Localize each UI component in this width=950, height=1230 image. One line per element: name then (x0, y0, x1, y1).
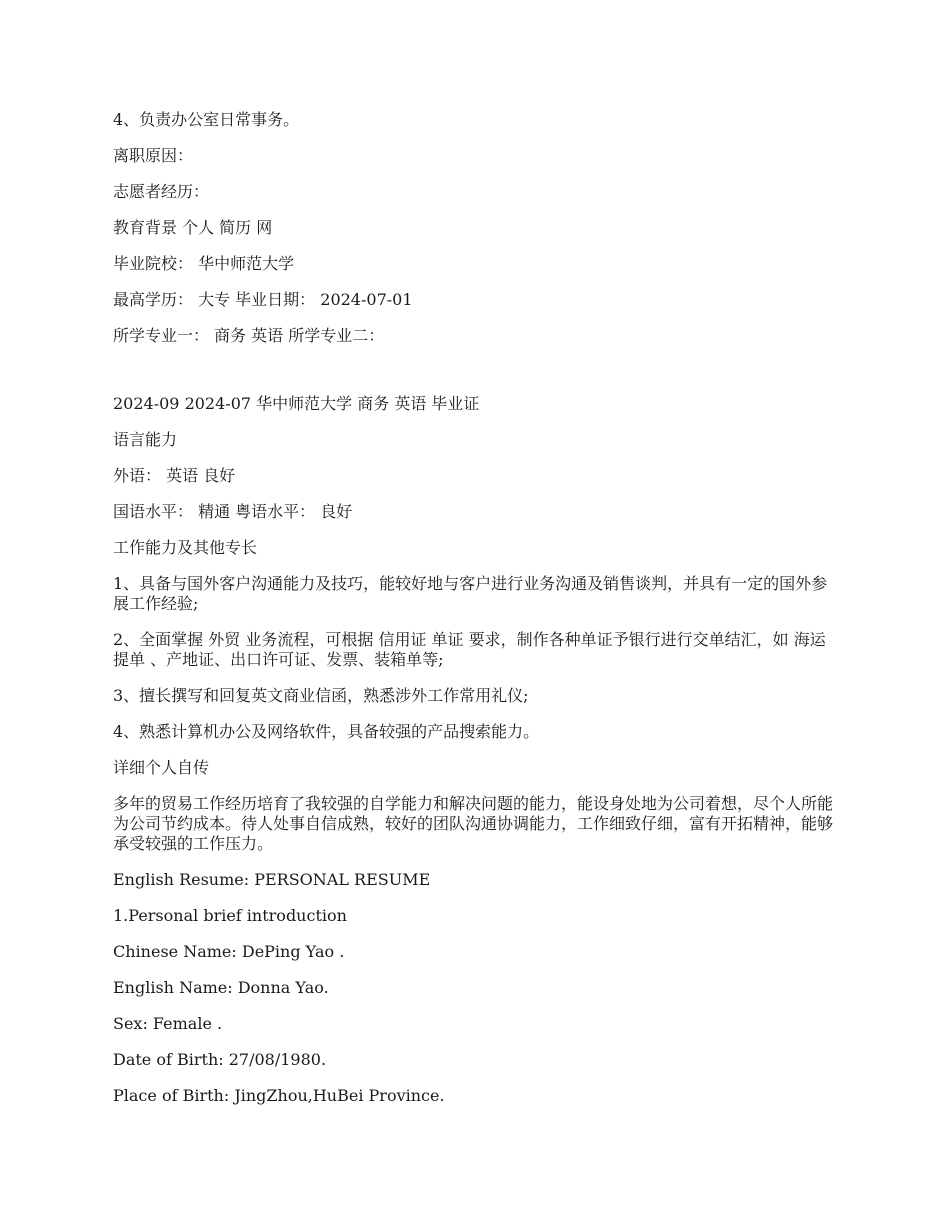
volunteer-experience: 志愿者经历： (113, 182, 210, 201)
graduate-school: 毕业院校： 华中师范大学 (113, 254, 295, 273)
document-page (113, 110, 843, 1122)
leaving-reason: 离职原因： (113, 146, 194, 165)
duty-item-4: 4、负责办公室日常事务。 (113, 110, 300, 129)
date-of-birth: Date of Birth: 27/08/1980. (113, 1050, 327, 1069)
education-record: 2024-09 2024-07 华中师范大学 商务 英语 毕业证 (113, 394, 480, 413)
autobiography-heading: 详细个人自传 (113, 758, 210, 777)
chinese-name: Chinese Name: DePing Yao . (113, 942, 345, 961)
skill-item-1: 1、具备与国外客户沟通能力及技巧，能较好地与客户进行业务沟通及销售谈判，并具有一定的国外参展工作经验; (113, 574, 828, 613)
skill-item-3: 3、擅长撰写和回复英文商业信函，熟悉涉外工作常用礼仪; (113, 686, 529, 705)
language-heading: 语言能力 (113, 430, 178, 449)
english-name: English Name: Donna Yao. (113, 978, 329, 997)
paragraph-gap (113, 362, 843, 394)
sex: Sex: Female . (113, 1014, 223, 1033)
skill-item-4: 4、熟悉计算机办公及网络软件，具备较强的产品搜索能力。 (113, 722, 540, 741)
skills-heading: 工作能力及其他专长 (113, 538, 258, 557)
autobiography-text: 多年的贸易工作经历培育了我较强的自学能力和解决问题的能力，能设身处地为公司着想，尽个人所能为公司节约成本。待人处事自信成熟，较好的团队沟通协调能力，工作细致仔细，富有开拓精神，能够承受较强的工作压力。 (113, 794, 834, 853)
skill-item-2: 2、全面掌握 外贸 业务流程，可根据 信用证 单证 要求，制作各种单证予银行进行交单结汇，如 海运 提单 、产地证、出口许可证、发票、装箱单等; (113, 630, 826, 669)
dialect-level: 国语水平： 精通 粤语水平： 良好 (113, 502, 353, 521)
english-resume-title: English Resume: PERSONAL RESUME (113, 870, 431, 889)
place-of-birth: Place of Birth: JingZhou,HuBei Province. (113, 1086, 445, 1105)
brief-introduction-heading: 1.Personal brief introduction (113, 906, 347, 925)
major-info: 所学专业一： 商务 英语 所学专业二： (113, 326, 385, 345)
highest-degree: 最高学历： 大专 毕业日期： 2024-07-01 (113, 290, 413, 309)
education-heading: 教育背景 个人 简历 网 (113, 218, 273, 237)
foreign-language: 外语： 英语 良好 (113, 466, 236, 485)
